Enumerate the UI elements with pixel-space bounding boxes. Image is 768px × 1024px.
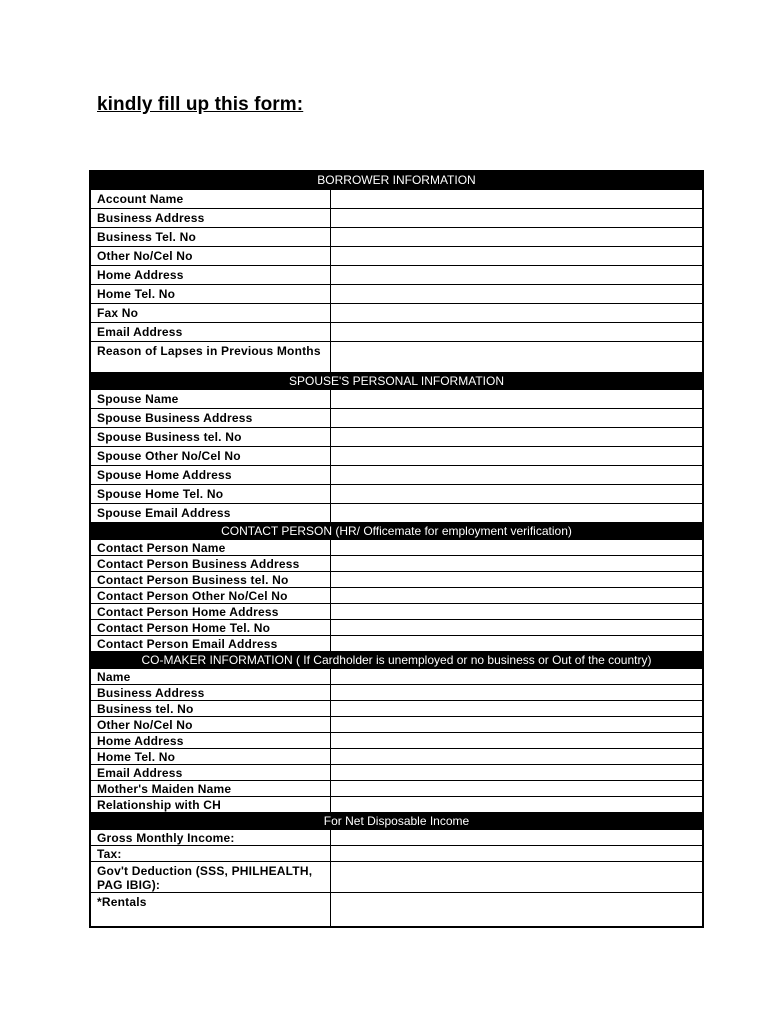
contact-other-no-input[interactable] (331, 588, 702, 603)
field-label: Business tel. No (91, 701, 331, 716)
comaker-home-tel-input[interactable] (331, 749, 702, 764)
field-label: Contact Person Business tel. No (91, 572, 331, 587)
form-row-comaker-home-address (91, 732, 702, 748)
form-row-spouse-name (91, 389, 702, 408)
field-label: Spouse Business Address (91, 409, 331, 427)
contact-business-address-input[interactable] (331, 556, 702, 571)
email-input[interactable] (331, 323, 702, 341)
gross-income-input[interactable] (331, 830, 702, 845)
field-label: Business Address (91, 685, 331, 700)
section-header-spouse: SPOUSE'S PERSONAL INFORMATION (91, 372, 702, 389)
field-label: Tax: (91, 846, 331, 861)
form-row-business-address (91, 208, 702, 227)
form-row-other-no (91, 246, 702, 265)
spouse-business-address-input[interactable] (331, 409, 702, 427)
field-label: Mother's Maiden Name (91, 781, 331, 796)
other-no-input[interactable] (331, 247, 702, 265)
form-row-contact-business-tel (91, 571, 702, 587)
comaker-relationship-input[interactable] (331, 797, 702, 812)
page-title: kindly fill up this form: (97, 94, 304, 115)
comaker-other-no-input[interactable] (331, 717, 702, 732)
field-label: Spouse Other No/Cel No (91, 447, 331, 465)
comaker-home-address-input[interactable] (331, 733, 702, 748)
field-label: Spouse Email Address (91, 504, 331, 522)
form-row-contact-business-address (91, 555, 702, 571)
field-label: Reason of Lapses in Previous Months (91, 342, 331, 372)
field-label: Contact Person Other No/Cel No (91, 588, 331, 603)
section-header-income: For Net Disposable Income (91, 812, 702, 829)
spouse-other-no-input[interactable] (331, 447, 702, 465)
form-row-contact-other-no (91, 587, 702, 603)
field-label: Home Tel. No (91, 749, 331, 764)
form-row-fax (91, 303, 702, 322)
field-label: Business Address (91, 209, 331, 227)
borrower-form-table (89, 170, 704, 928)
field-label: Other No/Cel No (91, 247, 331, 265)
field-label: Spouse Business tel. No (91, 428, 331, 446)
section-header-contact: CONTACT PERSON (HR/ Officemate for employment verification) (91, 522, 702, 539)
form-row-account-name (91, 189, 702, 208)
field-label: Email Address (91, 765, 331, 780)
section-header-borrower: BORROWER INFORMATION (91, 172, 702, 189)
spouse-email-input[interactable] (331, 504, 702, 522)
field-label: Contact Person Home Address (91, 604, 331, 619)
form-row-comaker-email (91, 764, 702, 780)
field-label: Email Address (91, 323, 331, 341)
reason-lapses-input[interactable] (331, 342, 702, 372)
form-row-comaker-home-tel (91, 748, 702, 764)
comaker-name-input[interactable] (331, 669, 702, 684)
form-row-spouse-business-address (91, 408, 702, 427)
field-label: Business Tel. No (91, 228, 331, 246)
form-row-comaker-name (91, 668, 702, 684)
field-label: Account Name (91, 190, 331, 208)
form-row-contact-email (91, 635, 702, 651)
comaker-business-address-input[interactable] (331, 685, 702, 700)
business-address-input[interactable] (331, 209, 702, 227)
field-label: Other No/Cel No (91, 717, 331, 732)
tax-input[interactable] (331, 846, 702, 861)
form-row-tax (91, 845, 702, 861)
account-name-input[interactable] (331, 190, 702, 208)
form-row-home-tel (91, 284, 702, 303)
field-label: Home Address (91, 733, 331, 748)
field-label: Contact Person Home Tel. No (91, 620, 331, 635)
form-row-rentals (91, 892, 702, 926)
contact-business-tel-input[interactable] (331, 572, 702, 587)
comaker-business-tel-input[interactable] (331, 701, 702, 716)
contact-email-input[interactable] (331, 636, 702, 651)
field-label: Relationship with CH (91, 797, 331, 812)
field-label: Name (91, 669, 331, 684)
field-label: Spouse Name (91, 390, 331, 408)
spouse-name-input[interactable] (331, 390, 702, 408)
form-row-spouse-home-tel (91, 484, 702, 503)
field-label: Home Address (91, 266, 331, 284)
field-label: Spouse Home Address (91, 466, 331, 484)
form-row-comaker-business-address (91, 684, 702, 700)
business-tel-input[interactable] (331, 228, 702, 246)
field-label: Spouse Home Tel. No (91, 485, 331, 503)
comaker-maiden-name-input[interactable] (331, 781, 702, 796)
spouse-business-tel-input[interactable] (331, 428, 702, 446)
form-row-govt-deduction (91, 861, 702, 892)
spouse-home-address-input[interactable] (331, 466, 702, 484)
field-label: *Rentals (91, 893, 331, 926)
comaker-email-input[interactable] (331, 765, 702, 780)
form-row-contact-home-address (91, 603, 702, 619)
spouse-home-tel-input[interactable] (331, 485, 702, 503)
form-row-comaker-business-tel (91, 700, 702, 716)
field-label: Contact Person Email Address (91, 636, 331, 651)
rentals-input[interactable] (331, 893, 702, 926)
field-label: Gov't Deduction (SSS, PHILHEALTH, PAG IBIG): (91, 862, 331, 892)
form-row-contact-name (91, 539, 702, 555)
form-row-comaker-relationship (91, 796, 702, 812)
form-row-email (91, 322, 702, 341)
form-row-contact-home-tel (91, 619, 702, 635)
home-tel-input[interactable] (331, 285, 702, 303)
form-row-comaker-maiden-name (91, 780, 702, 796)
contact-name-input[interactable] (331, 540, 702, 555)
form-row-business-tel (91, 227, 702, 246)
contact-home-address-input[interactable] (331, 604, 702, 619)
fax-input[interactable] (331, 304, 702, 322)
form-row-gross-income (91, 829, 702, 845)
field-label: Contact Person Business Address (91, 556, 331, 571)
form-row-home-address (91, 265, 702, 284)
field-label: Gross Monthly Income: (91, 830, 331, 845)
form-row-spouse-other-no (91, 446, 702, 465)
field-label: Home Tel. No (91, 285, 331, 303)
form-row-comaker-other-no (91, 716, 702, 732)
section-header-comaker: CO-MAKER INFORMATION ( If Cardholder is unemployed or no business or Out of the country) (91, 651, 702, 668)
field-label: Contact Person Name (91, 540, 331, 555)
govt-deduction-input[interactable] (331, 862, 702, 892)
form-row-spouse-home-address (91, 465, 702, 484)
contact-home-tel-input[interactable] (331, 620, 702, 635)
form-row-spouse-business-tel (91, 427, 702, 446)
field-label: Fax No (91, 304, 331, 322)
home-address-input[interactable] (331, 266, 702, 284)
form-row-reason-lapses (91, 341, 702, 372)
form-row-spouse-email (91, 503, 702, 522)
